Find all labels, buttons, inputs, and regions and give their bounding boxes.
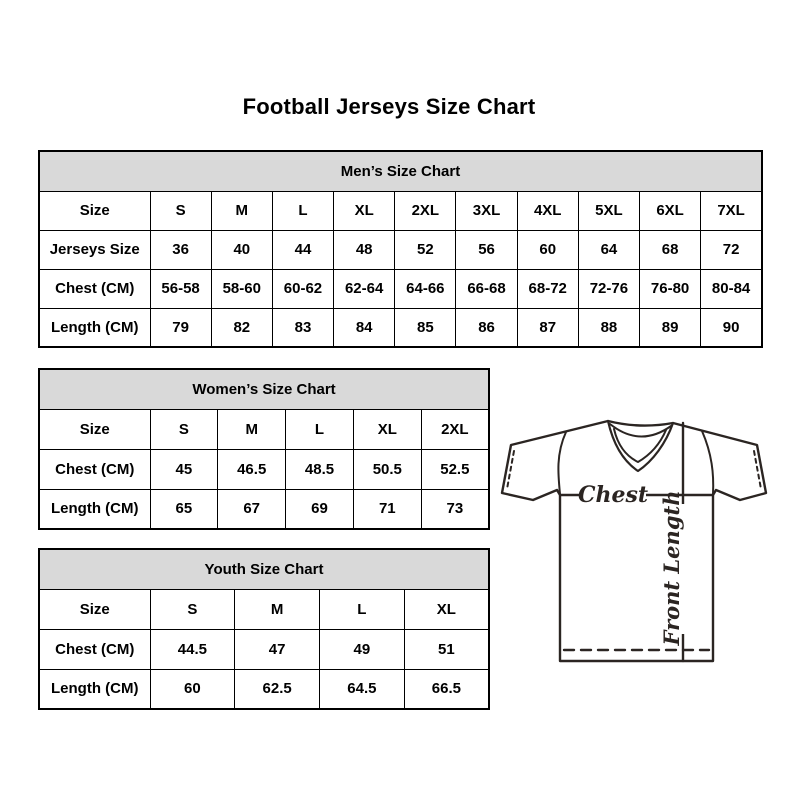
table-cell: 56 [456, 230, 517, 269]
table-cell: 60 [150, 669, 235, 709]
table-cell: 86 [456, 308, 517, 347]
table-cell: 83 [272, 308, 333, 347]
table-cell: 68-72 [517, 269, 578, 308]
table-cell: M [218, 409, 286, 449]
table-cell: 90 [701, 308, 762, 347]
table-cell: 44 [272, 230, 333, 269]
table-row [39, 669, 489, 709]
page-title: Football Jerseys Size Chart [242, 94, 536, 119]
table-cell: M [211, 191, 272, 230]
table-cell: 44.5 [150, 629, 235, 669]
table-cell: 4XL [517, 191, 578, 230]
table-cell: 64.5 [320, 669, 405, 709]
table-cell: 68 [640, 230, 701, 269]
table-cell: 64 [578, 230, 639, 269]
womens-size-chart-table [38, 368, 490, 530]
table-cell: 88 [578, 308, 639, 347]
table-cell: 65 [150, 489, 218, 529]
table-cell: 87 [517, 308, 578, 347]
table-row [39, 629, 489, 669]
table-cell: 82 [211, 308, 272, 347]
table-cell: 58-60 [211, 269, 272, 308]
table-cell: 3XL [456, 191, 517, 230]
row-header: Length (CM) [39, 489, 150, 529]
row-header: Length (CM) [39, 669, 150, 709]
table-cell: 50.5 [353, 449, 421, 489]
front-length-label: Front Length [659, 490, 684, 646]
row-header: Length (CM) [39, 308, 150, 347]
table-row [39, 230, 762, 269]
table-cell: 48 [334, 230, 395, 269]
row-header: Size [39, 409, 150, 449]
table-cell: S [150, 191, 211, 230]
table-cell: 85 [395, 308, 456, 347]
table-cell: XL [404, 589, 489, 629]
table-cell: 62-64 [334, 269, 395, 308]
table-cell: 67 [218, 489, 286, 529]
table-cell: 48.5 [286, 449, 354, 489]
mens-size-chart-table [38, 150, 763, 348]
table-title-men: Men’s Size Chart [39, 151, 762, 191]
table-title-women: Women’s Size Chart [39, 369, 489, 409]
jersey-measurement-diagram [498, 398, 770, 678]
table-cell: 52.5 [421, 449, 489, 489]
table-cell: 47 [235, 629, 320, 669]
row-header: Size [39, 589, 150, 629]
table-cell: 89 [640, 308, 701, 347]
table-cell: 66-68 [456, 269, 517, 308]
table-cell: 6XL [640, 191, 701, 230]
table-cell: 36 [150, 230, 211, 269]
table-cell: 64-66 [395, 269, 456, 308]
table-cell: 84 [334, 308, 395, 347]
row-header: Chest (CM) [39, 629, 150, 669]
table-cell: 72 [701, 230, 762, 269]
table-cell: 60-62 [272, 269, 333, 308]
table-cell: 40 [211, 230, 272, 269]
table-cell: 5XL [578, 191, 639, 230]
table-cell: 56-58 [150, 269, 211, 308]
table-cell: S [150, 409, 218, 449]
table-row [39, 269, 762, 308]
table-cell: L [272, 191, 333, 230]
table-cell: 45 [150, 449, 218, 489]
table-cell: S [150, 589, 235, 629]
table-cell: 2XL [421, 409, 489, 449]
row-header: Chest (CM) [39, 269, 150, 308]
right-armhole-seam [702, 431, 713, 494]
table-cell: 76-80 [640, 269, 701, 308]
table-cell: XL [353, 409, 421, 449]
table-cell: XL [334, 191, 395, 230]
table-row [39, 449, 489, 489]
row-header: Size [39, 191, 150, 230]
chest-label: Chest [577, 482, 649, 508]
table-cell: 71 [353, 489, 421, 529]
jersey-diagram-drawing [498, 398, 770, 678]
row-header: Jerseys Size [39, 230, 150, 269]
youth-size-chart-table [38, 548, 490, 710]
table-row [39, 589, 489, 629]
table-cell: 69 [286, 489, 354, 529]
table-cell: 60 [517, 230, 578, 269]
table-cell: 49 [320, 629, 405, 669]
table-cell: L [320, 589, 405, 629]
table-cell: L [286, 409, 354, 449]
table-cell: 51 [404, 629, 489, 669]
table-cell: 52 [395, 230, 456, 269]
table-cell: 73 [421, 489, 489, 529]
table-cell: 2XL [395, 191, 456, 230]
left-armhole-seam [558, 432, 566, 494]
table-cell: 7XL [701, 191, 762, 230]
jersey-outline [502, 421, 766, 661]
table-row [39, 191, 762, 230]
table-cell: 79 [150, 308, 211, 347]
row-header: Chest (CM) [39, 449, 150, 489]
table-cell: 72-76 [578, 269, 639, 308]
table-cell: M [235, 589, 320, 629]
table-cell: 62.5 [235, 669, 320, 709]
table-cell: 80-84 [701, 269, 762, 308]
table-cell: 66.5 [404, 669, 489, 709]
table-title-youth: Youth Size Chart [39, 549, 489, 589]
table-cell: 46.5 [218, 449, 286, 489]
table-row [39, 308, 762, 347]
table-row [39, 489, 489, 529]
table-row [39, 409, 489, 449]
